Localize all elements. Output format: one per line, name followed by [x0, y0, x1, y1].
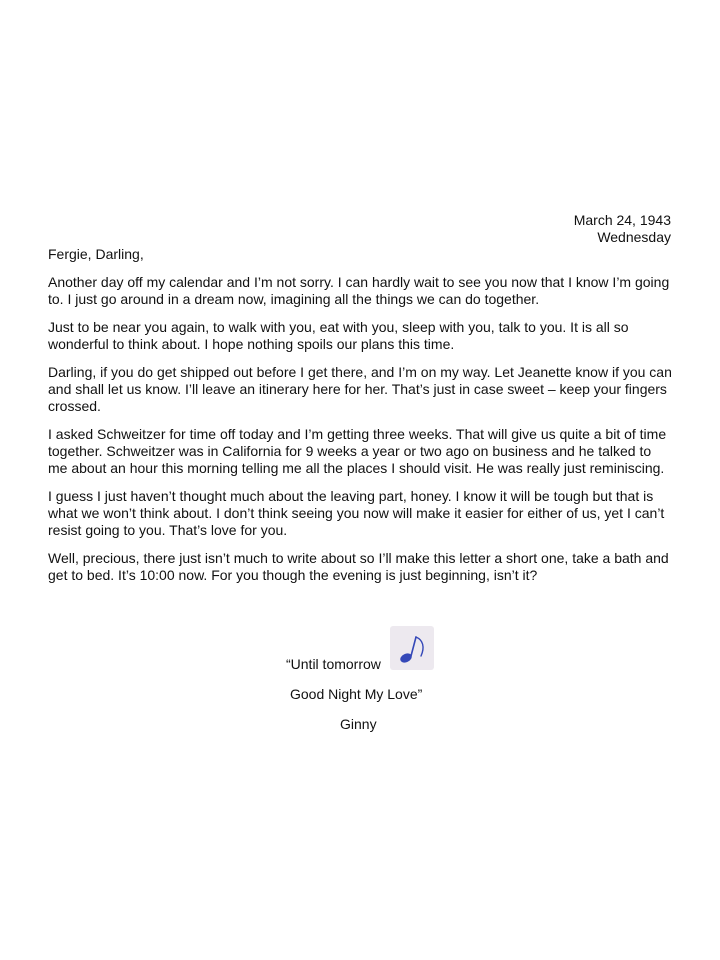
paragraph-6: Well, precious, there just isn’t much to write about so I’ll make this letter a short one, take a bath and get to bed. It’s 10:00 now. For you though the evening is just beginning, isn’t it? [48, 550, 669, 583]
music-note-icon [390, 626, 434, 670]
signature: Ginny [340, 716, 377, 732]
closing-line-1: “Until tomorrow [286, 656, 381, 672]
closing-line-2: Good Night My Love” [290, 686, 423, 702]
letter-date: March 24, 1943 [573, 212, 671, 228]
letter-body [48, 246, 674, 595]
paragraph-2: Just to be near you again, to walk with you, eat with you, sleep with you, talk to you. It is all so wonderful to think about. I hope nothing spoils our plans this time. [48, 319, 629, 352]
paragraph-5: I guess I just haven’t thought much about the leaving part, honey. I know it will be tough but that is what we won’t think about. I don’t think seeing you now will make it easier for either of us, yet I can’t resist going to you. That’s love for you. [48, 488, 665, 538]
paragraph-3: Darling, if you do get shipped out before I get there, and I’m on my way. Let Jeanette know if you can and shall let us know. I’ll leave an itinerary here for her. That’s just in case sweet – keep your fingers crossed. [48, 364, 672, 414]
date-block [574, 212, 671, 246]
paragraph-4: I asked Schweitzer for time off today and I’m getting three weeks. That will give us quite a bit of time together. Schweitzer was in California for 9 weeks a year or two ago on business and he talked to me about an hour this morning telling me all the places I should visit. He was really just reminiscing. [48, 426, 667, 476]
letter-weekday: Wednesday [597, 229, 671, 245]
salutation: Fergie, Darling, [48, 246, 144, 262]
music-note-glyph [390, 626, 434, 670]
paragraph-1: Another day off my calendar and I’m not sorry. I can hardly wait to see you now that I know I’m going to. I just go around in a dream now, imagining all the things we can do together. [48, 274, 670, 307]
